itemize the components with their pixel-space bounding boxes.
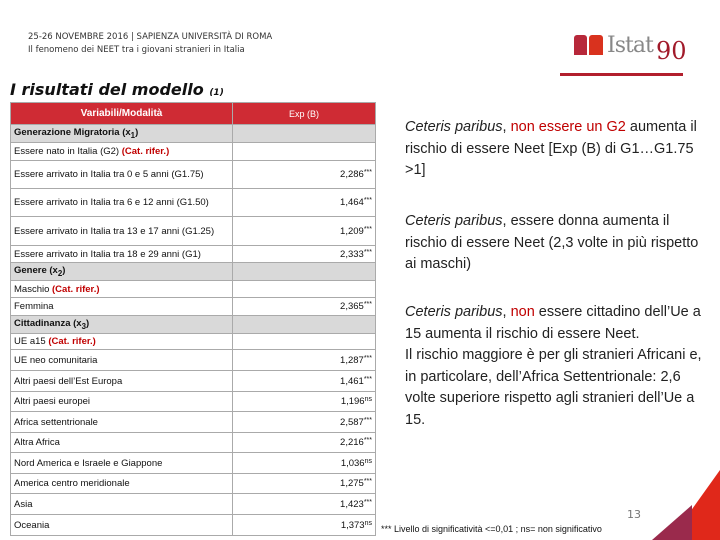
table-row [11,371,376,392]
row-value: 1,464*** [233,189,376,217]
row-label: Essere arrivato in Italia tra 0 e 5 anni (G1.75) [11,161,233,189]
table-row [11,298,376,316]
table-row [11,515,376,536]
significance: *** [363,437,372,444]
row-label: Essere arrivato in Italia tra 6 e 12 anni (G1.50) [11,189,233,217]
footnote: *** Livello di significatività <=0,01 ; ns= non significativo [381,524,602,534]
row-label: Africa settentrionale [11,412,233,433]
table-row [11,143,376,161]
table-row [11,392,376,412]
reference-category: (Cat. rifer.) [121,146,170,157]
significance: *** [363,478,372,485]
significance: *** [363,225,372,233]
table-row [11,281,376,298]
row-value: 1,275*** [233,474,376,494]
row-value: 1,287*** [233,350,376,371]
comment-citizenship: Ceteris paribus, non essere cittadino dell’Ue a 15 aumenta il rischio di essere Neet. Il rischio maggiore è per gli stranieri Africani e, in particolare, dell’Africa Settentrionale: 2,6 volte superiore rispetto agli stranieri dell’Ue a 15. [405,304,702,428]
significance: ns [364,519,372,527]
row-value: $1,373^{ns}$ [233,515,376,536]
row-label: Nord America e Israele e Giappone [11,453,233,474]
group-value [233,125,376,143]
istat-logo: Istat 90 [574,33,694,61]
significance: ns [364,457,372,465]
header-date: 25-26 NOVEMBRE 2016 | SAPIENZA UNIVERSITÀ DI ROMA [28,32,273,42]
table-row [11,453,376,474]
row-label: Essere arrivato in Italia tra 13 e 17 anni (G1.25) [11,217,233,246]
row-value: 2,286*** [233,161,376,189]
results-table [10,102,376,536]
table-row [11,474,376,494]
reference-category: (Cat. rifer.) [48,336,96,347]
row-value [233,281,376,298]
significance: *** [363,197,372,204]
significance: ns [364,396,372,403]
significance: *** [363,248,372,256]
row-label: UE neo comunitaria [11,350,233,371]
row-label: Oceania [11,515,233,536]
group-value [233,316,376,334]
group-value [233,263,376,281]
reference-category: (Cat. rifer.) [52,283,100,295]
group-label: Cittadinanza $(x_3)$ [11,316,233,334]
row-value: 1,461*** [233,371,376,392]
row-label: Altra Africa [11,433,233,453]
row-value: 2,365*** [233,298,376,316]
row-value: $1,196^{ns}$ [233,392,376,412]
row-label: UE a15 (Cat. rifer.) [11,334,233,350]
row-value: 1,423*** [233,494,376,515]
comment-g2: Ceteris paribus, non essere un G2 aumenta il rischio di essere Neet [Exp (B) di G1…G1.75 >1] [405,119,697,178]
row-value: 2,216*** [233,433,376,453]
page-number: 13 [627,508,641,521]
row-value: 2,333*** [233,246,376,263]
table-group-row [11,125,376,143]
decorative-corner-dark [652,505,692,540]
significance: *** [363,416,372,424]
table-row [11,189,376,217]
row-value: 2,587*** [233,412,376,433]
row-value [233,334,376,350]
table-row [11,334,376,350]
page-title: I risultati del modello (1) [10,80,224,99]
row-label: Asia [11,494,233,515]
table-row [11,217,376,246]
table-row [11,494,376,515]
table-row [11,161,376,189]
table-row [11,350,376,371]
group-label: Generazione Migratoria $(x_1)$ [11,125,233,143]
row-value: 1,209*** [233,217,376,246]
row-value [233,143,376,161]
significance: *** [363,354,372,362]
row-label: Altri paesi dell’Est Europa [11,371,233,392]
table-row [11,246,376,263]
significance: *** [363,169,372,176]
divider [560,73,683,76]
table-row [11,412,376,433]
comment-gender: Ceteris paribus, essere donna aumenta il rischio di essere Neet (2,3 volte in più rispetto ai maschi) [405,213,699,272]
significance: *** [363,301,372,308]
row-label: America centro meridionale [11,474,233,494]
group-label: Genere $(x_2)$ [11,263,233,281]
significance: *** [363,498,372,506]
row-label: Femmina [11,298,233,316]
header-subtitle: Il fenomeno dei NEET tra i giovani stranieri in Italia [28,45,245,55]
significance: *** [363,375,372,383]
row-label: Maschio (Cat. rifer.) [11,281,233,298]
row-label: Altri paesi europei [11,392,233,412]
col-header-expb: Exp (B) [233,103,376,125]
row-label: Essere arrivato in Italia tra 18 e 29 anni (G1) [11,246,233,263]
table-group-row [11,316,376,334]
col-header-variables: Variabili/Modalità [11,103,233,125]
table-row [11,433,376,453]
row-label: Essere nato in Italia (G2) (Cat. rifer.) [11,143,233,161]
table-group-row [11,263,376,281]
row-value: $1,036^{ns}$ [233,453,376,474]
